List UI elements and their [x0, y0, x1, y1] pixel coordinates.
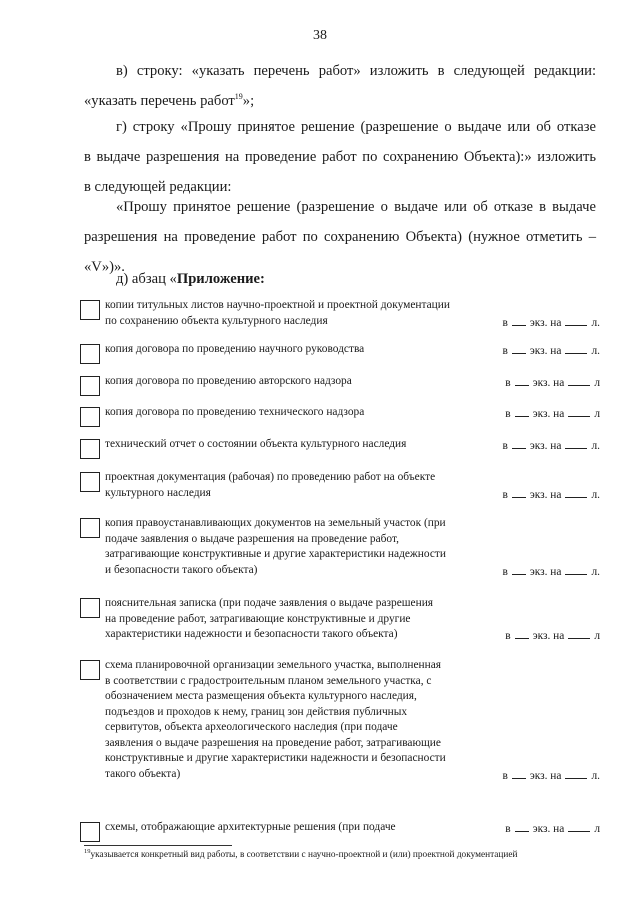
count-l: л.	[591, 488, 600, 501]
count-l: л	[594, 377, 600, 389]
count-v: в	[502, 769, 508, 782]
appendix-item-line: конструктивные и другие характеристики надежности и безопасности	[105, 752, 446, 764]
appendix-item-text	[105, 374, 485, 390]
appendix-item-text	[105, 298, 485, 329]
blank-field[interactable]	[565, 564, 587, 575]
count-l: л.	[591, 440, 600, 452]
paragraph-line: г) строку «Прошу принятое решение (разрешение о выдаче или об отказе	[116, 119, 596, 135]
checkbox[interactable]	[80, 376, 100, 396]
paragraph-line: «V»)».	[84, 259, 125, 275]
checkbox[interactable]	[80, 407, 100, 427]
paragraph-line: в выдаче разрешения на проведение работ по сохранению Объекта):» изложить	[84, 149, 596, 165]
copies-count	[502, 315, 600, 332]
blank-field[interactable]	[565, 315, 587, 326]
checkbox[interactable]	[80, 660, 100, 680]
copies-count	[505, 375, 600, 392]
paragraph-line: «Прошу принятое решение (разрешение о выдаче или об отказе в выдаче	[116, 199, 596, 215]
appendix-item-line: копия договора по проведению технического надзора	[105, 406, 365, 418]
count-ekz: экз. на	[529, 488, 562, 501]
count-v: в	[502, 440, 508, 452]
copies-count	[502, 438, 600, 455]
appendix-item-line: по сохранению объекта культурного наследия	[105, 314, 328, 327]
appendix-item-line: характеристики надежности и безопасности такого объекта)	[105, 628, 398, 640]
paragraph-d	[116, 264, 596, 294]
checkbox[interactable]	[80, 598, 100, 618]
appendix-item-line: подаче заявления о выдаче разрешения на проведение работ,	[105, 532, 399, 545]
page-number: 38	[313, 28, 327, 43]
count-v: в	[505, 408, 511, 420]
footnote	[84, 849, 517, 861]
count-ekz: экз. на	[529, 440, 562, 452]
copies-count	[502, 487, 600, 504]
appendix-item-line: копия правоустанавливающих документов на земельный участок (при	[105, 517, 446, 529]
count-ekz: экз. на	[532, 630, 565, 642]
count-v: в	[502, 316, 508, 329]
appendix-item-line: такого объекта)	[105, 767, 181, 780]
appendix-item-line: копия договора по проведению авторского надзора	[105, 375, 352, 387]
blank-field[interactable]	[568, 628, 590, 639]
count-ekz: экз. на	[532, 377, 565, 389]
copies-count	[505, 821, 600, 838]
appendix-item-text	[105, 820, 485, 836]
count-v: в	[502, 488, 508, 501]
count-ekz: экз. на	[529, 345, 562, 357]
blank-field[interactable]	[515, 821, 529, 832]
appendix-item-line: культурного наследия	[105, 486, 211, 499]
appendix-item-line: проектная документация (рабочая) по проведению работ на объекте	[105, 471, 436, 483]
count-l: л	[594, 408, 600, 420]
checkbox[interactable]	[80, 300, 100, 320]
count-ekz: экз. на	[529, 565, 562, 578]
checkbox[interactable]	[80, 822, 100, 842]
blank-field[interactable]	[565, 487, 587, 498]
count-ekz: экз. на	[529, 316, 562, 329]
appendix-item-line: в соответствии с градостроительным планом земельного участка, с	[105, 674, 432, 687]
copies-count	[505, 406, 600, 423]
count-l: л.	[591, 316, 600, 329]
blank-field[interactable]	[512, 343, 526, 354]
count-l: л.	[591, 769, 600, 782]
count-ekz: экз. на	[532, 408, 565, 420]
blank-field[interactable]	[568, 375, 590, 386]
footnote-ref: 19	[234, 92, 243, 102]
blank-field[interactable]	[512, 768, 526, 779]
blank-field[interactable]	[512, 315, 526, 326]
blank-field[interactable]	[515, 406, 529, 417]
blank-field[interactable]	[515, 375, 529, 386]
checkbox[interactable]	[80, 472, 100, 492]
appendix-item-line: и безопасности такого объекта)	[105, 563, 258, 576]
appendix-item-line: обозначением места размещения объекта культурного наследия,	[105, 690, 417, 702]
appendix-item-line: схемы, отображающие архитектурные решения (при подаче	[105, 821, 396, 833]
appendix-item-line: заявления о выдаче разрешения на проведение работ, затрагивающие	[105, 736, 441, 749]
blank-field[interactable]	[512, 564, 526, 575]
paragraph-text: «указать перечень работ	[84, 93, 235, 109]
blank-field[interactable]	[515, 628, 529, 639]
copies-count	[502, 343, 600, 360]
appendix-item-text	[105, 658, 485, 782]
copies-count	[502, 768, 600, 785]
count-l: л	[594, 630, 600, 642]
paragraph-line: в следующей редакции:	[84, 179, 232, 195]
footnote-text: указывается конкретный вид работы, в соответствии с научно-проектной и (или) проектной документацией	[90, 850, 518, 860]
paragraph-v	[84, 56, 596, 116]
blank-field[interactable]	[565, 438, 587, 449]
appendix-heading: Приложение:	[176, 271, 265, 287]
count-l: л	[594, 823, 600, 835]
copies-count	[502, 564, 600, 581]
count-v: в	[505, 823, 511, 835]
appendix-item-line: подъездов и проходов к нему, границ зон действия публичных	[105, 705, 408, 718]
appendix-item-text	[105, 342, 485, 358]
count-v: в	[502, 345, 508, 357]
paragraph-text: »;	[242, 93, 255, 109]
blank-field[interactable]	[565, 768, 587, 779]
paragraph-line: разрешения на проведение работ по сохранению Объекта) (нужное отметить –	[84, 229, 596, 245]
checkbox[interactable]	[80, 518, 100, 538]
appendix-item-line: на проведение работ, затрагивающие конструктивные и другие	[105, 612, 411, 625]
count-v: в	[502, 565, 508, 578]
appendix-item-line: затрагивающие конструктивные и другие характеристики надежности	[105, 548, 447, 560]
blank-field[interactable]	[568, 821, 590, 832]
appendix-item-line: пояснительная записка (при подаче заявления о выдаче разрешения	[105, 597, 434, 609]
checkbox[interactable]	[80, 344, 100, 364]
appendix-item-text	[105, 405, 485, 421]
blank-field[interactable]	[512, 438, 526, 449]
appendix-item-line: сервитутов, объекта археологического наследия (при подаче	[105, 721, 398, 733]
count-v: в	[505, 377, 511, 389]
paragraph-g	[84, 112, 596, 202]
appendix-item-text	[105, 516, 485, 578]
blank-field[interactable]	[565, 343, 587, 354]
appendix-item-line: копии титульных листов научно-проектной и проектной документации	[105, 299, 450, 311]
checkbox[interactable]	[80, 439, 100, 459]
blank-field[interactable]	[512, 487, 526, 498]
appendix-item-line: технический отчет о состоянии объекта культурного наследия	[105, 438, 407, 450]
copies-count	[505, 628, 600, 645]
count-ekz: экз. на	[529, 769, 562, 782]
footnote-number: 19	[84, 847, 91, 855]
footnote-divider	[84, 845, 232, 846]
count-l: л.	[591, 565, 600, 578]
appendix-item-line: схема планировочной организации земельного участка, выполненная	[105, 659, 442, 671]
blank-field[interactable]	[568, 406, 590, 417]
count-v: в	[505, 630, 511, 642]
appendix-item-text	[105, 596, 485, 643]
count-ekz: экз. на	[532, 823, 565, 835]
count-l: л.	[591, 345, 600, 357]
appendix-item-text	[105, 470, 485, 501]
appendix-item-text	[105, 437, 485, 453]
appendix-item-line: копия договора по проведению научного руководства	[105, 343, 365, 355]
paragraph-text: д) абзац «	[116, 271, 177, 287]
paragraph-line: в) строку: «указать перечень работ» изложить в следующей редакции:	[116, 63, 596, 79]
